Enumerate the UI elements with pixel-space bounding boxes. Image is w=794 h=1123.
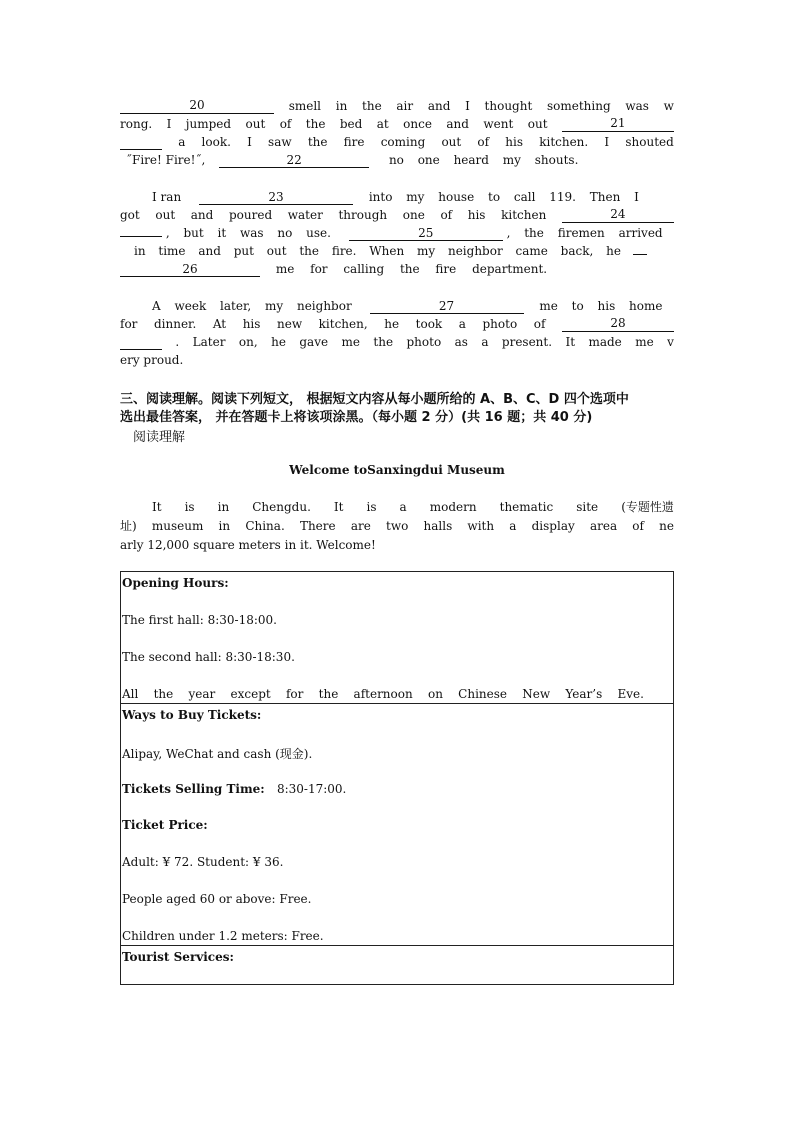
word: look. — [201, 135, 231, 149]
word: New — [522, 687, 551, 701]
p1-line-4 — [120, 152, 674, 168]
word: a — [509, 519, 517, 533]
word: fire — [343, 135, 365, 149]
word: museum — [151, 519, 204, 533]
word: display — [531, 519, 575, 533]
word: out — [155, 208, 176, 222]
word: kitchen. — [539, 135, 589, 149]
p3-line-2 — [120, 316, 674, 332]
word: dinner. — [153, 317, 197, 331]
price-adult: Adult: ¥ 72. Student: ¥ 36. — [122, 855, 284, 869]
word: There — [299, 519, 336, 533]
word: v — [667, 335, 674, 349]
word: Year’s — [565, 687, 603, 701]
price-label: Ticket Price: — [122, 818, 208, 832]
word: the — [318, 687, 339, 701]
selling-value: 8:30-17:00. — [276, 782, 347, 796]
word: out — [245, 117, 266, 131]
blank-28[interactable]: 28 — [562, 316, 674, 332]
word: year — [188, 687, 216, 701]
p2-line-4 — [120, 243, 674, 259]
article-title: Welcome toSanxingdui Museum — [289, 463, 505, 477]
word: I — [247, 135, 252, 149]
word: It — [333, 500, 344, 514]
word: the — [305, 117, 326, 131]
services-label: Tourist Services: — [122, 950, 234, 964]
word: It — [565, 335, 576, 349]
p1-line-2 — [120, 116, 674, 132]
word: two — [386, 519, 409, 533]
p2-l3-b: , the firemen arrived — [506, 226, 663, 240]
word: I — [166, 117, 172, 131]
word: At — [212, 317, 227, 331]
blank-28-cont[interactable] — [120, 334, 162, 350]
word: China. — [245, 519, 285, 533]
word: and — [190, 208, 214, 222]
word: thematic — [499, 500, 554, 514]
word: his — [242, 317, 261, 331]
blank-27[interactable]: 27 — [370, 299, 524, 314]
word: something — [547, 99, 611, 113]
word: jumped — [185, 117, 232, 131]
word: and — [446, 117, 469, 131]
word: as — [454, 335, 468, 349]
word: the — [373, 335, 394, 349]
word: on — [427, 687, 443, 701]
word: site — [576, 500, 599, 514]
word: modern — [429, 500, 477, 514]
blank-24-cont[interactable] — [120, 236, 162, 237]
section3-subheading: 阅读理解 — [133, 430, 186, 445]
word: air — [396, 99, 414, 113]
word: of — [279, 117, 292, 131]
word: me — [635, 335, 654, 349]
word: a — [481, 335, 489, 349]
word: photo — [406, 335, 442, 349]
word: bed — [339, 117, 363, 131]
word: at — [376, 117, 389, 131]
p2-line-3 — [120, 225, 674, 241]
article-line-1 — [120, 499, 674, 515]
tickets-cell — [121, 704, 673, 946]
word: present. — [501, 335, 553, 349]
word: thought — [484, 99, 533, 113]
blank-20[interactable]: 20 — [120, 98, 274, 114]
word: is — [366, 500, 377, 514]
p3-line-4 — [120, 352, 674, 368]
p2-l3-a: , but it was no use. — [165, 226, 331, 240]
word: Chengdu. — [252, 500, 311, 514]
word: a — [178, 135, 186, 149]
word: took — [415, 317, 443, 331]
word: poured — [228, 208, 273, 222]
selling-label: Tickets Selling Time: — [122, 782, 265, 796]
word: I — [604, 135, 610, 149]
word: gave — [299, 335, 329, 349]
p2-l1-rest: into my house to call 119. Then I — [368, 190, 639, 204]
word: 址) — [120, 519, 137, 533]
word: shouted — [625, 135, 674, 149]
word: got — [120, 208, 140, 222]
price-aged: People aged 60 or above: Free. — [122, 892, 312, 906]
word: halls — [423, 519, 453, 533]
p1-line-3 — [120, 134, 674, 150]
p1-line-1 — [120, 98, 674, 114]
word: coming — [380, 135, 426, 149]
word: the — [307, 135, 328, 149]
word: went — [483, 117, 514, 131]
ways-label: Ways to Buy Tickets: — [122, 708, 262, 722]
word: in — [217, 500, 230, 514]
opening-hours-cell — [121, 572, 673, 704]
first-hall: The first hall: 8:30-18:00. — [122, 613, 277, 627]
word: the — [153, 687, 174, 701]
word: kitchen, — [318, 317, 368, 331]
word: was — [625, 99, 649, 113]
word: . — [175, 335, 180, 349]
word: and — [427, 99, 451, 113]
word: rong. — [120, 117, 153, 131]
word: water — [287, 208, 323, 222]
word: made — [588, 335, 622, 349]
section3-heading-1: 三、阅读理解。阅读下列短文， 根据短文内容从每小题所给的 A、B、C、D 四个选项中 — [120, 392, 629, 407]
word: saw — [268, 135, 292, 149]
word: out — [527, 117, 548, 131]
blank-21-cont[interactable] — [120, 134, 162, 150]
opening-hours-label: Opening Hours: — [122, 576, 229, 590]
word: are — [350, 519, 371, 533]
p3-line-3 — [120, 334, 674, 350]
blank-23[interactable]: 23 — [199, 190, 353, 205]
second-hall: The second hall: 8:30-18:30. — [122, 650, 295, 664]
p2-l5-rest: me for calling the fire department. — [275, 262, 548, 276]
word: the — [362, 99, 382, 113]
selling-time-line — [122, 782, 346, 796]
except-line — [122, 687, 644, 701]
p3-l1-start: A week later, my neighbor — [152, 299, 352, 313]
word: except — [230, 687, 271, 701]
word: area — [589, 519, 618, 533]
word: on, — [238, 335, 258, 349]
p2-line-5 — [120, 261, 674, 277]
word: with — [467, 519, 495, 533]
word: Later — [192, 335, 226, 349]
word: I — [465, 99, 470, 113]
article-line-3: arly 12,000 square meters in it. Welcome! — [120, 538, 376, 552]
p3-l1-rest: me to his home — [539, 299, 663, 313]
word: of — [533, 317, 546, 331]
word: of — [477, 135, 490, 149]
p2-l4-text: in time and put out the fire. When my neighbor came back, he — [134, 244, 621, 258]
word: of — [440, 208, 453, 222]
word: one — [402, 208, 425, 222]
word: his — [505, 135, 524, 149]
word: Eve. — [617, 687, 644, 701]
blank-26[interactable]: 26 — [120, 262, 260, 277]
word: All — [122, 687, 139, 701]
word: w — [663, 99, 674, 113]
p2-line-2 — [120, 207, 674, 223]
word: in — [218, 519, 231, 533]
article-line-2 — [120, 518, 674, 534]
services-cell — [121, 946, 673, 984]
p2-line-1 — [120, 189, 674, 205]
p2-l1-start: I ran — [152, 190, 182, 204]
blank-24[interactable]: 24 — [562, 207, 674, 223]
word: in — [335, 99, 348, 113]
word: kitchen — [501, 208, 547, 222]
word: ne — [659, 519, 674, 533]
word: a — [458, 317, 466, 331]
word: me — [341, 335, 360, 349]
word: It — [152, 500, 162, 514]
word: through — [338, 208, 388, 222]
word: for — [285, 687, 304, 701]
ways-value: Alipay, WeChat and cash (现金). — [122, 747, 313, 761]
blank-21[interactable]: 21 — [562, 116, 674, 132]
p3-line-1 — [120, 298, 674, 314]
word: he — [384, 317, 400, 331]
museum-info-table — [120, 571, 674, 985]
word: smell — [288, 99, 322, 113]
word: new — [276, 317, 303, 331]
word: he — [271, 335, 286, 349]
section3-heading-2: 选出最佳答案， 并在答题卡上将该项涂黑。（每小题 2 分）(共 16 题；共 40 分) — [120, 410, 593, 425]
price-children: Children under 1.2 meters: Free. — [122, 929, 324, 943]
blank-26-start[interactable] — [633, 254, 647, 255]
word: for — [120, 317, 138, 331]
word: his — [467, 208, 486, 222]
word: a — [399, 500, 407, 514]
p1-l4-rest: no one heard my shouts. — [388, 153, 579, 167]
word: out — [441, 135, 462, 149]
word: once — [403, 117, 432, 131]
word: afternoon — [353, 687, 413, 701]
word: (专题性遗 — [621, 500, 674, 514]
word: photo — [482, 317, 518, 331]
blank-22[interactable]: 22 — [219, 153, 369, 168]
shout-text: ˝Fire! Fire!˝, — [126, 153, 206, 167]
word: Chinese — [458, 687, 508, 701]
p3-l4: ery proud. — [120, 353, 184, 367]
word: is — [184, 500, 195, 514]
blank-25[interactable]: 25 — [349, 226, 503, 241]
word: of — [632, 519, 644, 533]
